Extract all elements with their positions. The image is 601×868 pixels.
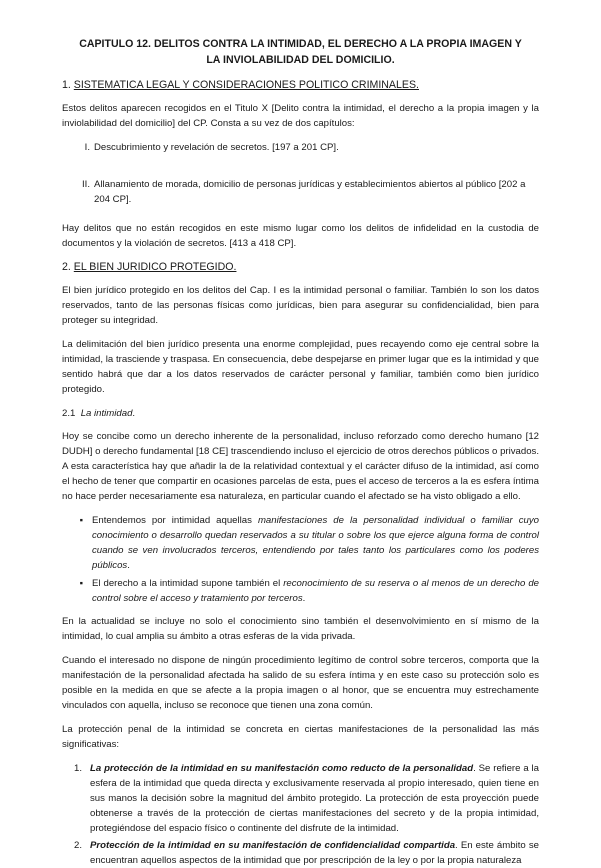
subsection-paragraph-4: La protección penal de la intimidad se concreta en ciertas manifestaciones de la personalidad las más significativas: <box>62 724 539 750</box>
section-1-intro: Estos delitos aparecen recogidos en el Titulo X [Delito contra la intimidad, el derecho a la propia imagen y la inviolabilidad del domicilio] del CP. Consta a su vez de dos capítulos: <box>62 103 539 129</box>
bullet-tail: . <box>302 593 306 604</box>
section-1-heading <box>62 78 539 93</box>
bullet-text <box>92 576 539 606</box>
section-2-title: EL BIEN JURIDICO PROTEGIDO. <box>73 261 237 273</box>
numbered-item <box>62 838 539 868</box>
section-2-number: 2. <box>62 261 71 273</box>
bullet-text <box>92 513 539 573</box>
section-1-title: SISTEMATICA LEGAL Y CONSIDERACIONES POLITICO CRIMINALES. <box>73 79 419 91</box>
bullet-item <box>62 513 539 573</box>
numbered-item-body: . Se refiere a la esfera de la intimidad que queda directa y exclusivamente reservada al propio interesado, quien tiene en sus manos la decisión sobre la magnitud del ámbito protegido. La protección de esta proyección puede obtenerse a través de la protección de ciertas manifestaciones del secreto y de la propia intimidad, protegiéndose del espacio físico o continente del disfrute de la intimidad. <box>90 763 539 834</box>
bullet-lead: Entendemos por intimidad aquellas <box>92 515 258 526</box>
bullet-tail: . <box>127 560 130 571</box>
chapter-list-num: II. <box>82 179 90 190</box>
chapter-list-text: Descubrimiento y revelación de secretos. [197 a 201 CP]. <box>94 142 339 153</box>
section-1-number: 1. <box>62 79 71 91</box>
subsection-2-1-number: 2.1 <box>62 408 76 419</box>
chapter-list-num: I. <box>84 142 90 153</box>
section-1-closing: Hay delitos que no están recogidos en este mismo lugar como los delitos de infidelidad en la custodia de documentos y la violación de secretos. [413 a 418 CP]. <box>62 223 539 249</box>
manifestations-list <box>62 761 539 868</box>
subsection-paragraph-2: En la actualidad se incluye no solo el conocimiento sino también el desenvolvimiento en sí mismo de la intimidad, lo cual amplia su ámbito a otras esferas de la vida privada. <box>62 616 539 642</box>
numbered-item <box>62 761 539 836</box>
chapter-title-line-1: CAPITULO 12. DELITOS CONTRA LA INTIMIDAD, EL DERECHO A LA PROPIA IMAGEN Y <box>79 38 522 50</box>
bullet-dot-icon: ▪ <box>79 578 83 589</box>
numbered-item-num: 2. <box>74 840 83 851</box>
bullet-dot-icon: ▪ <box>79 515 83 526</box>
bullet-lead: El derecho a la intimidad supone también el <box>92 578 284 589</box>
chapter-title-line-2: LA INVIOLABILIDAD DEL DOMICILIO. <box>206 54 395 66</box>
section-2-heading <box>62 260 539 275</box>
subsection-2-1-title: La intimidad <box>80 408 133 419</box>
subsection-2-1-title-end: . <box>132 408 136 419</box>
numbered-item-emphasis: La protección de la intimidad en su manifestación como reducto de la personalidad <box>90 763 474 774</box>
numbered-item-text <box>90 761 539 836</box>
section-2-paragraph-2: La delimitación del bien jurídico presenta una enorme complejidad, pues recayendo como eje central sobre la intimidad, la trasciende y traspasa. En consecuencia, debe despejarse en primer lugar que es la intimidad y que sentido habrá que dar a los datos reservados de carácter personal y familiar, también como bien jurídico protegido. <box>62 339 539 395</box>
subsection-2-1-heading <box>62 406 539 421</box>
bullet-emphasis: reconocimiento de su reserva o al menos de un derecho de control sobre el acceso y tratamiento por terceros <box>92 578 539 604</box>
numbered-item-num: 1. <box>74 763 83 774</box>
chapter-title <box>62 36 539 68</box>
subsection-paragraph-1: Hoy se concibe como un derecho inherente de la personalidad, incluso reforzado como derecho humano [12 DUDH] o derecho fundamental [18 CE] trascendiendo incluso el ejercicio de otros derechos públicos o privados. A esta característica hay que añadir la de la relatividad contextual y el carácter difuso de la intimidad, así como el hecho de tener que compartir en ocasiones parcelas de esta, pues el acceso de terceros a la es esfera íntima no hace perder necesariamente esa naturaleza, en particular cuando el afectado se ha visto obligado a ello. <box>62 431 539 502</box>
numbered-item-body: . En este ámbito se encuentran aquellos aspectos de la intimidad que por prescripción de la ley o por la propia naturaleza <box>90 840 539 866</box>
numbered-item-emphasis: Protección de la intimidad en su manifestación de confidencialidad compartida <box>90 840 456 851</box>
chapter-list <box>62 140 539 207</box>
section-2-paragraph-1: El bien jurídico protegido en los delitos del Cap. I es la intimidad personal o familiar. También lo son los datos reservados, tanto de las personas físicas como jurídicas, bien para asegurar su confidencialidad, bien para proteger su integridad. <box>62 285 539 326</box>
subsection-paragraph-3: Cuando el interesado no dispone de ningún procedimiento legítimo de control sobre terceros, comporta que la manifestación de la personalidad afectada ha salido de su esfera íntima y en este caso su protección solo es posible en la medida en que se afecte a la propia imagen o al honor, que se encuentra muy estrechamente vinculados con aquella, incluso se reconoce que tienen una zona común. <box>62 655 539 711</box>
bullet-emphasis: manifestaciones de la personalidad individual o familiar cuyo conocimiento o desarrollo quedan reservados a su titular o sobre los que ejerce alguna forma de control cuando se ven involucrados terceros, entendiendo por tales tanto los particulares como los poderes públicos <box>92 515 539 571</box>
definition-bullets <box>62 513 539 606</box>
chapter-list-text: Allanamiento de morada, domicilio de personas jurídicas y establecimientos abiertos al público [202 a 204 CP]. <box>94 179 526 205</box>
chapter-list-item <box>62 177 539 207</box>
chapter-list-item <box>62 140 539 155</box>
numbered-item-text <box>90 838 539 868</box>
bullet-item <box>62 576 539 606</box>
